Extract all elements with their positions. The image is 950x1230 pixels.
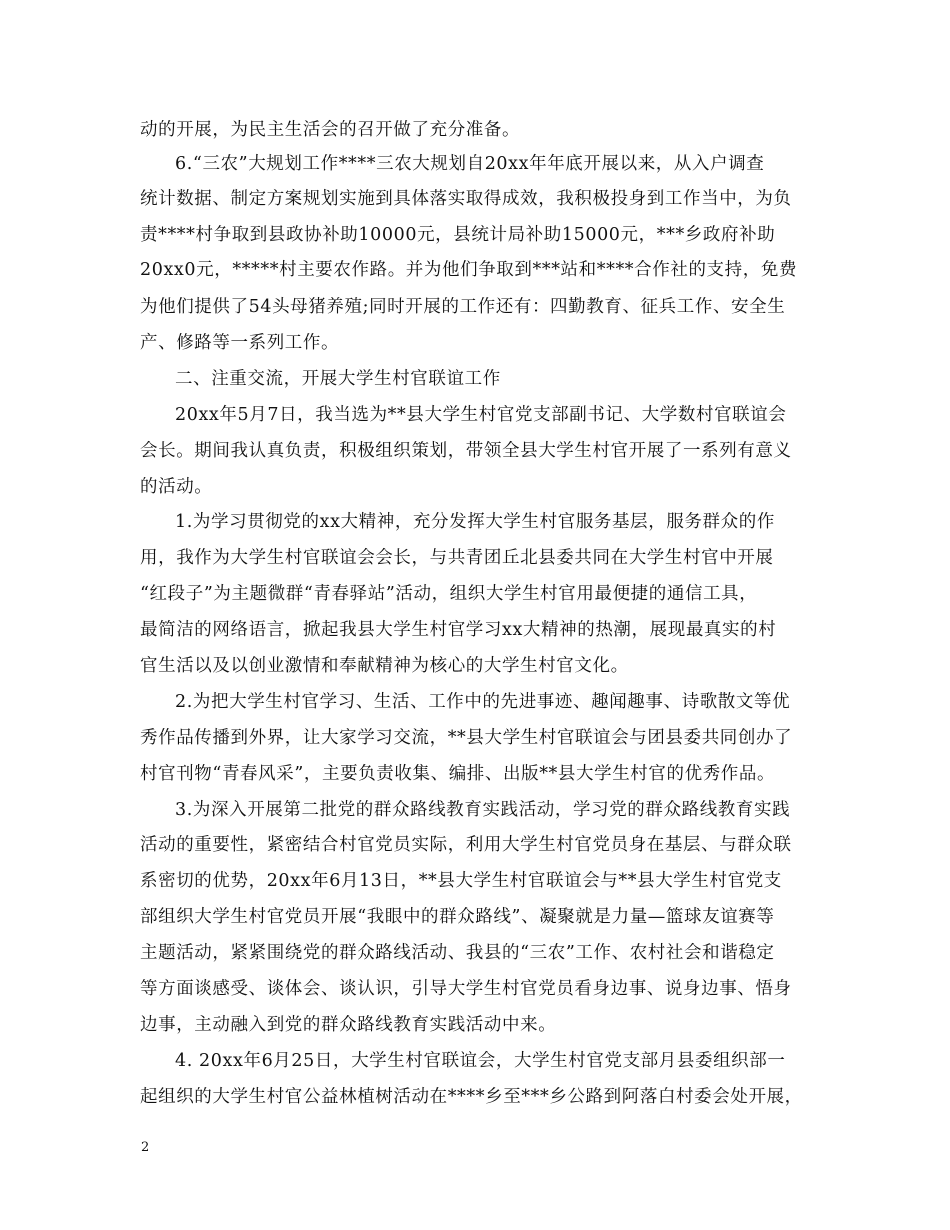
text-line: 3.为深入开展第二批党的群众路线教育实践活动，学习党的群众路线教育实践 — [175, 800, 791, 820]
text-line: 1.为学习贯彻党的xx大精神，充分发挥大学生村官服务基层，服务群众的作 — [175, 512, 775, 532]
text-line: 用，我作为大学生村官联谊会会长，与共青团丘北县委共同在大学生村官中开展 — [140, 548, 774, 568]
text-line: 会长。期间我认真负责，积极组织策划，带领全县大学生村官开展了一系列有意义 — [140, 441, 792, 461]
text-line: 等方面谈感受、谈体会、谈认识，引导大学生村官党员看身边事、说身边事、悟身 — [140, 979, 792, 999]
text-line: 产、修路等一系列工作。 — [140, 333, 340, 353]
text-line: 2.为把大学生村官学习、生活、工作中的先进事迹、趣闻趣事、诗歌散文等优 — [175, 692, 791, 712]
text-line: 主题活动，紧紧围绕党的群众路线活动、我县的“三农”工作、农村社会和谐稳定 — [140, 943, 775, 963]
page-number: 2 — [141, 1140, 150, 1155]
text-line: 边事，主动融入到党的群众路线教育实践活动中来。 — [140, 1015, 557, 1035]
text-line: 20xx年5月7日，我当选为**县大学生村官党支部副书记、大学数村官联谊会 — [175, 405, 787, 425]
text-line: 系密切的优势，20xx年6月13日，**县大学生村官联谊会与**县大学生村官党支 — [140, 871, 782, 891]
text-line: 部组织大学生村官党员开展“我眼中的群众路线”、凝聚就是力量—篮球友谊赛等 — [140, 907, 775, 927]
text-line: 20xx0元，*****村主要农作路。并为他们争取到***站和****合作社的支持，免费 — [140, 260, 798, 280]
text-line: 责****村争取到县政协补助10000元，县统计局补助15000元，***乡政府补助 — [140, 225, 776, 245]
text-line: 活动的重要性，紧密结合村官党员实际，利用大学生村官党员身在基层、与群众联 — [140, 835, 792, 855]
text-line: 为他们提供了54头母猪养殖;同时开展的工作还有：四勤教育、征兵工作、安全生 — [140, 297, 786, 317]
text-line: 村官刊物“青春风采”，主要负责收集、编排、出版**县大学生村官的优秀作品。 — [140, 764, 776, 784]
text-line: 6.“三农”大规划工作****三农大规划自20xx年年底开展以来，从入户调查 — [175, 154, 765, 174]
section-heading: 二、注重交流，开展大学生村官联谊工作 — [175, 369, 501, 389]
text-line: 的活动。 — [140, 477, 213, 497]
text-line: 4. 20xx年6月25日，大学生村官联谊会，大学生村官党支部月县委组织部一 — [175, 1051, 786, 1071]
text-line: 秀作品传播到外界，让大家学习交流，**县大学生村官联谊会与团县委共同创办了 — [140, 728, 793, 748]
text-line: 起组织的大学生村官公益林植树活动在****乡至***乡公路到阿落白村委会处开展， — [140, 1087, 803, 1107]
text-line: “红段子”为主题微群“青春驿站”活动，组织大学生村官用最便捷的通信工具， — [140, 584, 758, 604]
text-line: 最简洁的网络语言，掀起我县大学生村官学习xx大精神的热潮，展现最真实的村 — [140, 620, 777, 640]
text-line: 统计数据、制定方案规划实施到具体落实取得成效，我积极投身到工作当中，为负 — [140, 189, 792, 209]
text-line: 动的开展，为民主生活会的召开做了充分准备。 — [140, 120, 521, 140]
text-line: 官生活以及以创业激情和奉献精神为核心的大学生村官文化。 — [140, 656, 629, 676]
